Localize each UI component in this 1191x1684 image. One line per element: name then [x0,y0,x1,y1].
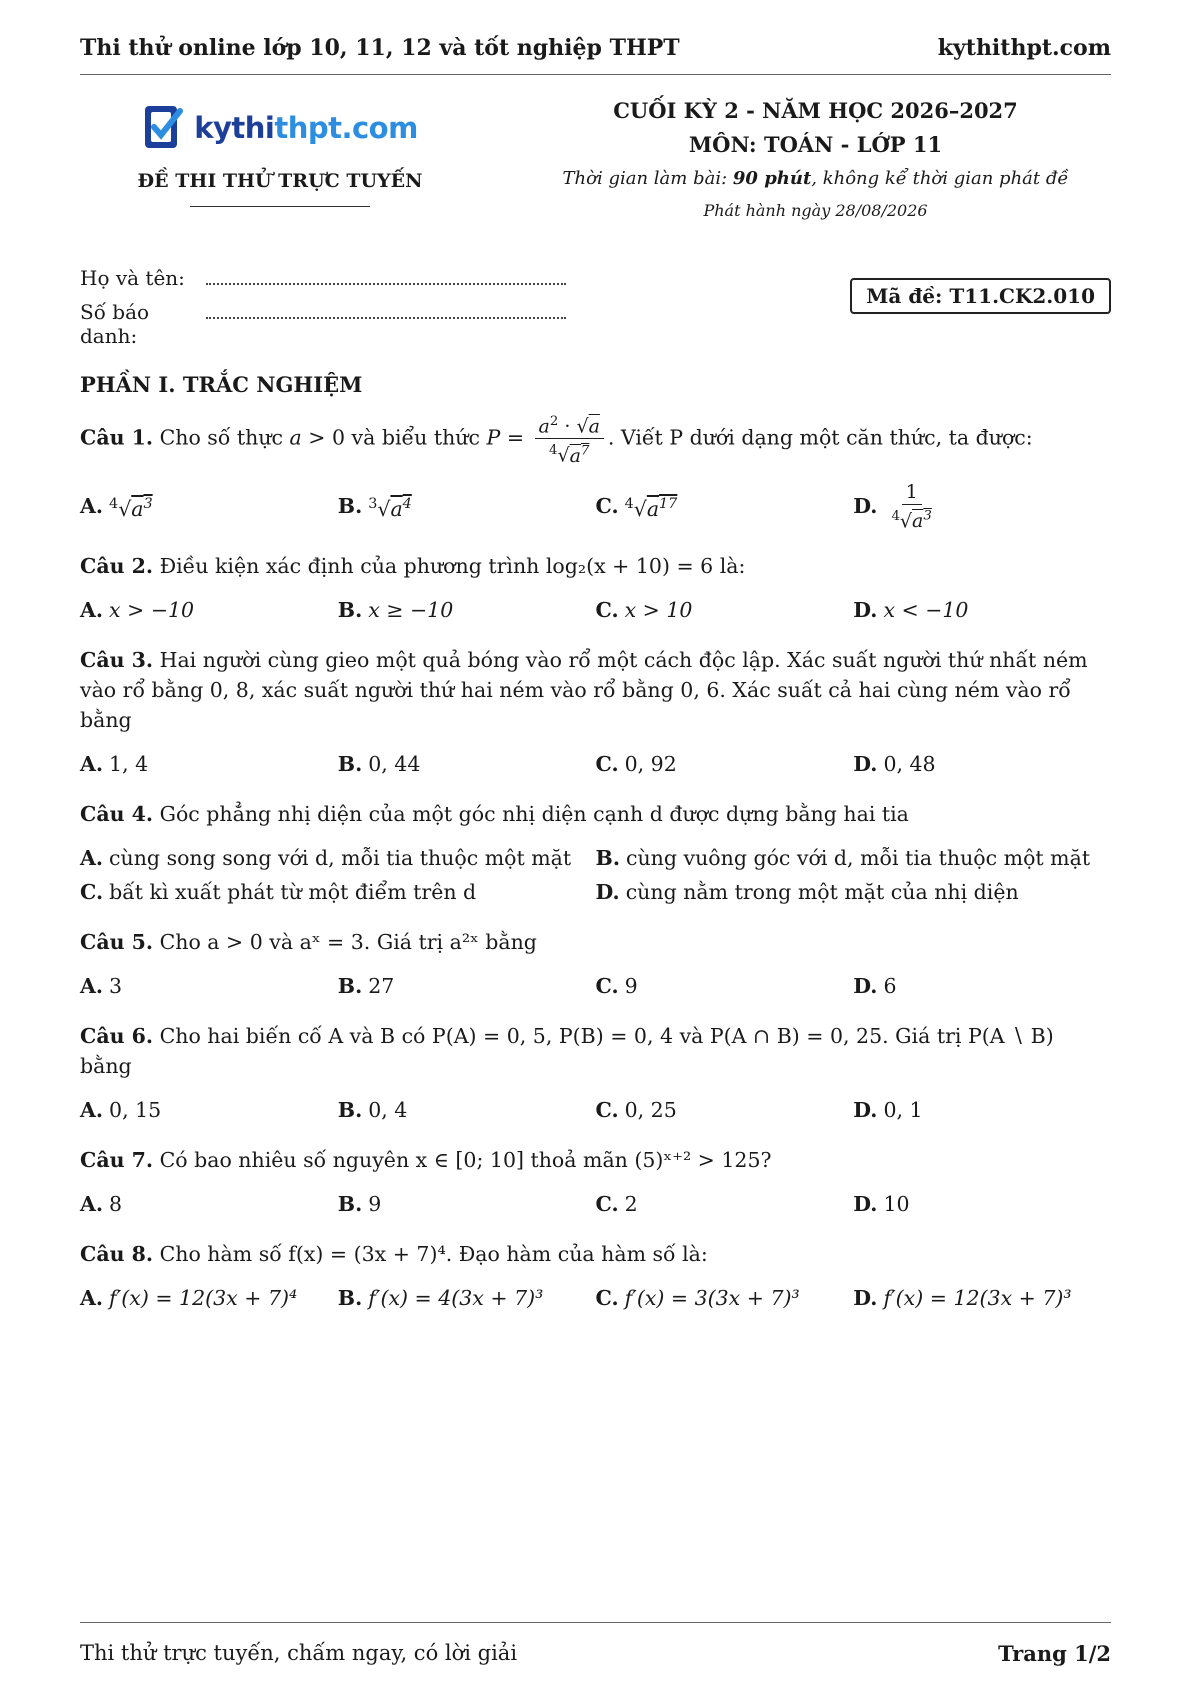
question-6-options [80,1093,1111,1127]
q7-option-a[interactable]: A. 8 [80,1191,123,1216]
question-2-options [80,593,1111,627]
q8-option-b[interactable]: B. f′(x) = 4(3x + 7)³ [337,1285,544,1310]
question-8-options [80,1281,1111,1315]
page-footer [80,1622,1111,1666]
q7-option-b[interactable]: B. 9 [337,1191,382,1216]
q5-option-b[interactable]: B. 27 [337,973,395,998]
q2-option-b[interactable]: B. x ≥ −10 [337,597,454,622]
exam-content [80,370,1111,1333]
q7-option-d[interactable]: D. 10 [853,1191,910,1216]
q5-option-c[interactable]: C. 9 [595,973,638,998]
header-left-text: Thi thử online lớp 10, 11, 12 và tốt nghiệp THPT [80,35,680,61]
sbd-label: Số báo danh: [80,300,150,348]
q4-option-a[interactable]: A. cùng song song với d, mỗi tia thuộc một mặt [80,845,572,870]
q8-option-a[interactable]: A. f′(x) = 12(3x + 7)⁴ [80,1285,298,1310]
brand-subtitle: ĐỀ THI THỬ TRỰC TUYẾN [137,170,423,192]
q2-option-c[interactable]: C. x > 10 [595,597,693,622]
q6-option-b[interactable]: B. 0, 4 [337,1097,408,1122]
subtitle-rule [190,206,370,207]
question-5: Câu 5. Cho a > 0 và aˣ = 3. Giá trị a²ˣ bằng [80,929,537,954]
question-3: Câu 3. Hai người cùng gieo một quả bóng vào rổ một cách độc lập. Xác suất người thứ nhất ném vào rổ bằng 0, 8, xác suất người thứ hai ném vào rổ bằng 0, 6. Xác suất cả hai cùng ném vào rổ bằng [80,647,1088,732]
name-label: Họ và tên: [80,266,185,290]
exam-duration: Thời gian làm bài: 90 phút, không kể thời gian phát đề [562,168,1069,189]
question-2: Câu 2. Điều kiện xác định của phương trình log₂(x + 10) = 6 là: [80,553,746,578]
logo-text-a: kythi [194,111,275,145]
q2-option-d[interactable]: D. x < −10 [853,597,969,622]
q6-option-c[interactable]: C. 0, 25 [595,1097,677,1122]
q7-option-c[interactable]: C. 2 [595,1191,638,1216]
q6-option-d[interactable]: D. 0, 1 [853,1097,923,1122]
exam-paper-icon [142,103,188,153]
question-1: Câu 1. Cho số thực a > 0 và biểu thức P = $\frac{a^2 \cdot √a}{^4√a^7}$ . Viết P dưới dạng một căn thức, ta được: [80,410,1111,468]
sbd-field [80,300,566,348]
q5-option-d[interactable]: D. 6 [853,973,897,998]
question-5-options [80,969,1111,1003]
brand-block [80,100,480,207]
q1-option-d[interactable]: D. $\frac{1}{^4√a^3}$ [853,480,932,532]
footer-tagline: Thi thử trực tuyến, chấm ngay, có lời giải [80,1641,518,1665]
question-1-options [80,480,1111,533]
student-fields [80,266,566,348]
exam-term: CUỐI KỲ 2 - NĂM HỌC 2026–2027 [613,98,1018,123]
part-title: PHẦN I. TRẮC NGHIỆM [80,372,363,397]
question-7-options [80,1187,1111,1221]
header-site-link[interactable]: kythithpt.com [937,35,1111,61]
q3-option-c[interactable]: C. 0, 92 [595,751,677,776]
sbd-blank [206,303,566,319]
question-4: Câu 4. Góc phẳng nhị diện của một góc nhị diện cạnh d được dựng bằng hai tia [80,801,909,826]
q3-option-d[interactable]: D. 0, 48 [853,751,936,776]
q2-option-a[interactable]: A. x > −10 [80,597,195,622]
q1-option-a[interactable]: A. $^4√a^3$ [80,494,153,521]
q1-option-c[interactable]: C. $^4√a^{17}$ [595,494,678,521]
site-logo [80,100,480,156]
question-8: Câu 8. Cho hàm số f(x) = (3x + 7)⁴. Đạo hàm của hàm số là: [80,1241,708,1266]
q8-option-d[interactable]: D. f′(x) = 12(3x + 7)³ [853,1285,1072,1310]
logo-text-b: thpt.com [274,111,418,145]
name-blank [206,269,566,285]
q4-option-d[interactable]: D. cùng nằm trong một mặt của nhị diện [595,879,1019,904]
question-7: Câu 7. Có bao nhiêu số nguyên x ∈ [0; 10] thoả mãn (5)ˣ⁺² > 125? [80,1147,772,1172]
exam-release-date: Phát hành ngày 28/08/2026 [703,201,928,220]
page-header [80,22,1111,75]
q5-option-a[interactable]: A. 3 [80,973,123,998]
exam-info [520,94,1111,226]
question-4-options [80,841,1111,909]
name-field [80,266,566,300]
q1-option-b[interactable]: B. $^3√a^4$ [337,494,412,521]
question-6: Câu 6. Cho hai biến cố A và B có P(A) = 0, 5, P(B) = 0, 4 và P(A ∩ B) = 0, 25. Giá trị P(A ∖ B) bằng [80,1023,1054,1078]
exam-code-box: Mã đề: T11.CK2.010 [850,278,1111,314]
exam-subject: MÔN: TOÁN - LỚP 11 [688,132,943,157]
page-number: Trang 1/2 [998,1641,1111,1666]
q4-option-b[interactable]: B. cùng vuông góc với d, mỗi tia thuộc một mặt [595,845,1091,870]
q3-option-a[interactable]: A. 1, 4 [80,751,149,776]
q6-option-a[interactable]: A. 0, 15 [80,1097,162,1122]
q8-option-c[interactable]: C. f′(x) = 3(3x + 7)³ [595,1285,800,1310]
question-3-options [80,747,1111,781]
q1-fraction: $\frac{a^2 \cdot √a}{^4√a^7}$ [535,410,604,468]
q3-option-b[interactable]: B. 0, 44 [337,751,421,776]
q4-option-c[interactable]: C. bất kì xuất phát từ một điểm trên d [80,879,477,904]
